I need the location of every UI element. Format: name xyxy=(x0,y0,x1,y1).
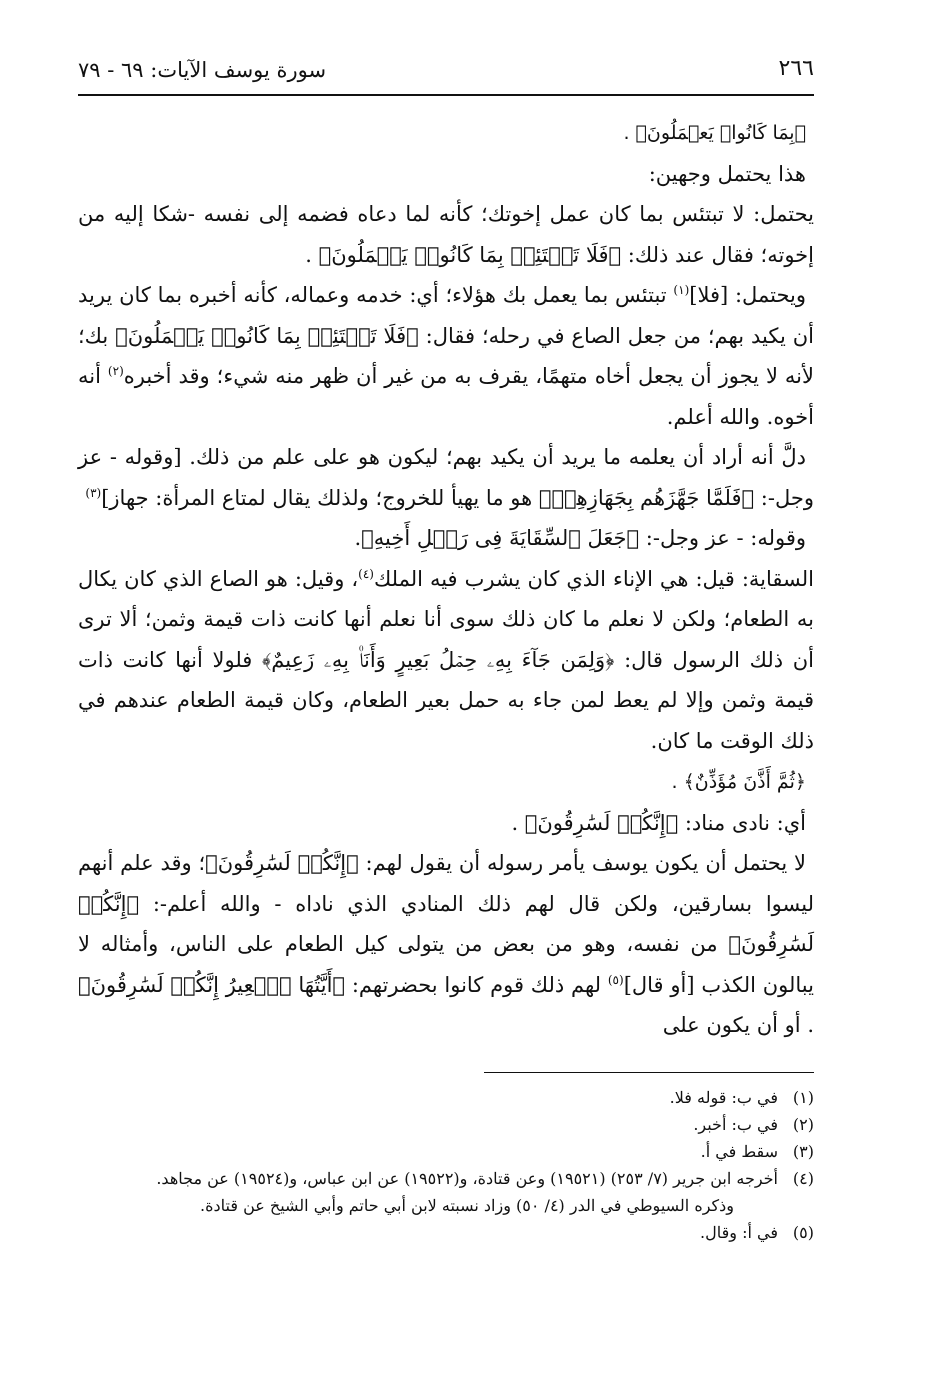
footnote-ref: (٤) xyxy=(358,566,374,581)
running-title: سورة يوسف الآيات: ٦٩ - ٧٩ xyxy=(78,58,327,82)
paragraph xyxy=(78,275,814,437)
paragraph xyxy=(78,559,814,762)
footnote-text: سقط في أ. xyxy=(700,1142,778,1161)
quran-verse: ﴿ثُمَّ أَذَّنَ مُؤَذِّنٌ﴾ . xyxy=(671,771,806,793)
footnote xyxy=(90,1084,814,1111)
footnote-number: (٥) xyxy=(792,1223,814,1242)
footnote-text: وذكره السيوطي في الدر (٤/ ٥٠) وزاد نسبته لابن أبي حاتم وأبي الشيخ عن قتادة. xyxy=(200,1196,734,1215)
paragraph: وقوله: - عز وجل-: ﴿جَعَلَ ٱلسِّقَايَةَ فِى رَحۡلِ أَخِيهِ﴾. xyxy=(354,526,806,550)
footnote xyxy=(90,1138,814,1165)
text-run: ، وقيل: هو الصاع الذي كان يكال به الطعام؛ ولكن لا نعلم ما كان ذلك سوى أنا نعلم أنها كانت ذات قيمة وثمن؛ ألا ترى أن ذلك الرسول قال: ﴿وَلِمَن جَآءَ بِهِۦ حِمۡلُ بَعِيرٍ وَأَنَا۠ بِهِۦ زَعِيمٌ﴾ فلولا أنها كانت ذات قيمة وثمن وإلا لم يعط لمن جاء به حمل بعير الطعام، وكان قيمة الطعام عندهم في ذلك الوقت ما كان. xyxy=(78,566,814,753)
footnotes xyxy=(90,1084,814,1246)
text-run: لهم ذلك قوم كانوا بحضرتهم: ﴿أَيَّتُهَا ٱلۡعِيرُ إِنَّكُمۡ لَسَٰرِقُونَ﴾ . أو أن يكون على xyxy=(78,972,814,1037)
footnote-text: في أ: وقال. xyxy=(700,1223,778,1242)
footnote-text: في ب: قوله فلا. xyxy=(669,1088,778,1107)
paragraph xyxy=(78,843,814,1046)
footnote-number: (٣) xyxy=(792,1142,814,1161)
footnote-continuation xyxy=(90,1192,814,1219)
footnote-ref: (٥) xyxy=(607,972,624,987)
paragraph: يحتمل: لا تبتئس بما كان عمل إخوتك؛ كأنه لما دعاه فضمه إلى نفسه -شكا إليه من إخوته؛ فقال عند ذلك: ﴿فَلَا تَبۡتَئِسۡ بِمَا كَانُوا۟ يَعۡمَلُونَ﴾ . xyxy=(78,202,814,267)
main-text xyxy=(78,112,814,1046)
paragraph xyxy=(78,437,814,518)
text-run: أنه أخوه. والله أعلم. xyxy=(78,364,814,429)
footnote xyxy=(90,1219,814,1246)
footnote-text: في ب: أخبر. xyxy=(693,1115,778,1134)
text-run: ويحتمل: [فلا] xyxy=(689,283,806,307)
text-run: السقاية: قيل: هي الإناء الذي كان يشرب فيه الملك xyxy=(373,566,814,591)
footnote-ref: (١) xyxy=(673,283,690,297)
footnote-text: أخرجه ابن جرير (٧/ ٢٥٣) (١٩٥٢١) وعن قتادة، و(١٩٥٢٢) عن ابن عباس، و(١٩٥٢٤) عن مجاهد. xyxy=(156,1169,778,1188)
footnote-ref: (٣) xyxy=(85,485,102,500)
page-header xyxy=(78,52,814,96)
footnote-number: (٤) xyxy=(792,1169,814,1188)
text-run: لا يحتمل أن يكون يوسف يأمر رسوله أن يقول لهم: ﴿إِنَّكُمۡ لَسَٰرِقُونَ﴾؛ وقد علم أنهم ليسوا بسارقين، ولكن قال لهم ذلك المنادي الذي ناداه - والله أعلم-: ﴿إِنَّكُمۡ لَسَٰرِقُونَ﴾ من نفسه، وهو من بعض من يتولى كيل الطعام على الناس، وأمثاله لا يبالون الكذب [أو قال] xyxy=(78,851,814,997)
page-number: ٢٦٦ xyxy=(778,56,814,81)
paragraph xyxy=(78,112,814,154)
footnote-number: (٢) xyxy=(792,1115,814,1134)
footnote xyxy=(90,1165,814,1192)
paragraph xyxy=(78,761,814,803)
paragraph: هذا يحتمل وجهين: xyxy=(648,161,806,186)
footnote xyxy=(90,1111,814,1138)
quran-verse: ﴿بِمَا كَانُوا۟ يَعۡمَلُونَ﴾ . xyxy=(623,122,806,144)
footnote-number: (١) xyxy=(792,1088,814,1107)
footnote-ref: (٢) xyxy=(107,364,124,378)
footnote-separator xyxy=(484,1072,814,1073)
text-run: دلَّ أنه أراد أن يعلمه ما يريد أن يكيد بهم؛ ليكون هو على علم من ذلك. [وقوله - عز وجل-: ﴿فَلَمَّا جَهَّزَهُم بِجَهَازِهِمۡ﴾ هو ما يهيأ للخروج؛ ولذلك يقال لمتاع المرأة: جهاز] xyxy=(78,445,814,510)
paragraph: أي: نادى مناد: ﴿إِنَّكُمۡ لَسَٰرِقُونَ﴾ . xyxy=(511,810,806,835)
text-run: تبتئس بما يعمل بك هؤلاء؛ أي: خدمه وعماله، كأنه أخبره بما كان يريد أن يكيد بهم؛ من جعل الصاع في رحله؛ فقال: ﴿فَلَا تَبۡتَئِسۡ بِمَا كَانُوا۟ يَعۡمَلُونَ﴾ بك؛ لأنه لا يجوز أن يجعل أخاه متهمًا، يقرف به من غير أن ظهر منه شيء؛ وقد أخبره xyxy=(78,283,814,388)
